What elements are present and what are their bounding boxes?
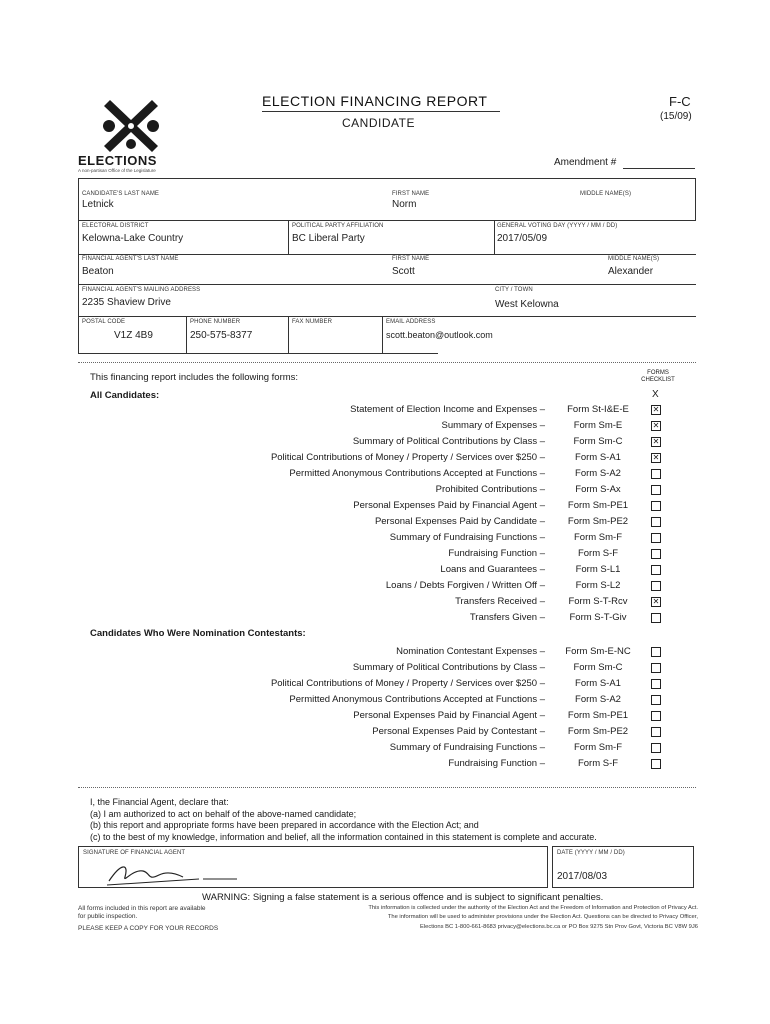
form-description: Personal Expenses Paid by Financial Agent – [353, 500, 545, 511]
form-checkbox[interactable] [651, 663, 661, 673]
form-code: Form Sm-C [573, 436, 623, 447]
form-description: Prohibited Contributions – [435, 484, 545, 495]
form-code: Form S-T-Rcv [568, 596, 628, 607]
footer-right-3: Elections BC 1-800-661-8683 privacy@elections.bc.ca or PO Box 9275 Stn Prov Govt, Victoria BC V8W 9J6 [419, 924, 698, 930]
field-label: GENERAL VOTING DAY (YYYY / MM / DD) [497, 223, 618, 229]
form-description: Summary of Political Contributions by Class – [352, 662, 545, 673]
form-code: Form S-A1 [575, 678, 621, 689]
form-code: Form St-I&E-E [567, 404, 629, 415]
candidate-last-name-field[interactable] [82, 191, 382, 210]
form-checkbox[interactable] [651, 501, 661, 511]
form-code: Form Sm-E-NC [565, 646, 631, 657]
checklist-intro: This financing report includes the following forms: [90, 372, 299, 383]
form-description: Transfers Received – [455, 596, 545, 607]
form-checkbox[interactable] [651, 727, 661, 737]
form-checkbox[interactable]: ✕ [652, 421, 660, 430]
form-checkbox[interactable] [651, 647, 661, 657]
field-label: MIDDLE NAME(S) [580, 191, 632, 197]
declaration-c: (c) to the best of my knowledge, information and belief, all the information contained in this statement is complete and accurate. [90, 832, 597, 842]
form-checkbox[interactable] [651, 485, 661, 495]
amendment-label: Amendment # [554, 157, 617, 168]
field-label: EMAIL ADDRESS [386, 319, 436, 325]
date-label: DATE (YYYY / MM / DD) [557, 850, 625, 856]
org-name: ELECTIONS [78, 153, 157, 168]
postal-code-field[interactable] [82, 319, 182, 341]
form-checkbox[interactable] [651, 695, 661, 705]
field-value: Alexander [608, 266, 654, 277]
form-description: Summary of Fundraising Functions – [389, 532, 545, 543]
footer-left-3: PLEASE KEEP A COPY FOR YOUR RECORDS [78, 925, 219, 932]
grid-bottom-border [78, 353, 438, 354]
form-checkbox[interactable] [651, 549, 661, 559]
field-label: FINANCIAL AGENT'S MAILING ADDRESS [82, 287, 201, 293]
grid-row-line-1 [78, 220, 696, 221]
form-description: Fundraising Function – [448, 548, 545, 559]
date-box[interactable] [552, 846, 694, 888]
grid-row-line-3 [78, 284, 696, 285]
grid-col-phone [186, 316, 187, 354]
form-code: Form Sm-PE2 [567, 726, 629, 737]
candidate-middle-names-field[interactable] [580, 191, 690, 199]
form-version: (15/09) [660, 111, 692, 122]
form-checkbox[interactable] [651, 581, 661, 591]
grid-col-fax [288, 316, 289, 354]
form-code: Form Sm-F [573, 742, 623, 753]
form-checkbox[interactable] [651, 759, 661, 769]
amendment-field[interactable] [623, 157, 695, 169]
form-description: Personal Expenses Paid by Candidate – [374, 516, 545, 527]
all-candidates-heading: All Candidates: [90, 390, 160, 401]
form-code: Form Sm-F [573, 532, 623, 543]
form-description: Nomination Contestant Expenses – [396, 646, 545, 657]
field-label: FINANCIAL AGENT'S LAST NAME [82, 256, 179, 262]
report-subtitle: CANDIDATE [342, 116, 415, 130]
form-description: Personal Expenses Paid by Financial Agent – [353, 710, 545, 721]
form-code: Form Sm-PE2 [567, 516, 629, 527]
form-checkbox[interactable] [651, 533, 661, 543]
form-code: Form S-A2 [575, 694, 621, 705]
title-underline [262, 111, 500, 112]
signature-box[interactable] [78, 846, 548, 888]
checklist-top-rule [78, 362, 696, 363]
form-description: Statement of Election Income and Expenses – [350, 404, 545, 415]
field-label: CANDIDATE'S LAST NAME [82, 191, 160, 197]
form-code: Form S-F [577, 548, 619, 559]
footer-left-2: for public inspection. [78, 913, 138, 920]
city-field[interactable] [495, 287, 693, 310]
form-description: Political Contributions of Money / Property / Services over $250 – [270, 678, 545, 689]
field-value: Norm [392, 199, 417, 210]
field-value: 2017/05/09 [497, 233, 548, 244]
agent-first-name-field[interactable] [392, 256, 542, 277]
grid-row-line-2 [78, 254, 696, 255]
warning-text: WARNING: Signing a false statement is a serious offence and is subject to significant penalties. [202, 892, 604, 903]
email-field[interactable] [386, 319, 566, 340]
field-label: CITY / TOWN [495, 287, 533, 293]
checklist-column-mark: X [652, 389, 659, 400]
electoral-district-field[interactable] [82, 223, 282, 244]
field-label: PHONE NUMBER [190, 319, 241, 325]
form-description: Loans / Debts Forgiven / Written Off – [385, 580, 545, 591]
form-description: Loans and Guarantees – [440, 564, 545, 575]
mailing-address-field[interactable] [82, 287, 382, 308]
form-checkbox[interactable]: ✕ [652, 405, 660, 414]
field-value: scott.beaton@outlook.com [386, 330, 493, 340]
candidate-first-name-field[interactable] [392, 191, 542, 210]
form-code: F-C [669, 94, 691, 109]
form-checkbox[interactable] [651, 613, 661, 623]
form-checkbox[interactable]: ✕ [652, 453, 660, 462]
field-label: FIRST NAME [392, 256, 430, 262]
field-label: FAX NUMBER [292, 319, 333, 325]
form-code: Form Sm-PE1 [567, 710, 629, 721]
grid-top-border [78, 178, 696, 179]
declaration-b: (b) this report and appropriate forms have been prepared in accordance with the Election Act; and [90, 820, 479, 830]
signature-mark [103, 859, 243, 887]
form-description: Summary of Political Contributions by Class – [352, 436, 545, 447]
report-title: ELECTION FINANCING REPORT [262, 93, 488, 109]
form-checkbox[interactable] [651, 565, 661, 575]
form-code: Form S-L1 [575, 564, 621, 575]
declaration-intro: I, the Financial Agent, declare that: [90, 797, 229, 807]
agent-middle-names-field[interactable] [608, 256, 694, 277]
field-value: Letnick [82, 199, 114, 210]
form-code: Form Sm-E [573, 420, 623, 431]
form-checkbox[interactable] [651, 679, 661, 689]
field-label: POSTAL CODE [82, 319, 126, 325]
org-tagline: A non-partisan Office of the Legislature [78, 168, 156, 173]
form-checkbox[interactable] [651, 743, 661, 753]
grid-right-border [695, 178, 696, 220]
form-code: Form S-L2 [575, 580, 621, 591]
field-value: BC Liberal Party [292, 233, 365, 244]
form-checkbox[interactable]: ✕ [652, 437, 660, 446]
form-code: Form S-A1 [575, 452, 621, 463]
form-description: Transfers Given – [469, 612, 545, 623]
footer-right-2: The information will be used to administer provisions under the Election Act. Questions can be directed to Privacy Officer, [387, 914, 698, 920]
political-party-field[interactable] [292, 223, 492, 244]
form-code: Form Sm-C [573, 662, 623, 673]
field-value: Scott [392, 266, 415, 277]
form-description: Permitted Anonymous Contributions Accepted at Functions – [289, 468, 545, 479]
footer-left-1: All forms included in this report are available [78, 905, 206, 912]
field-label: POLITICAL PARTY AFFILIATION [292, 223, 384, 229]
grid-col-email [382, 316, 383, 354]
checklist-header: FORMS CHECKLIST [641, 370, 675, 383]
footer-right-1: This information is collected under the authority of the Election Act and the Freedom of Information and Protection of Privacy Act. [368, 905, 698, 911]
agent-last-name-field[interactable] [82, 256, 382, 277]
form-description: Personal Expenses Paid by Contestant – [372, 726, 545, 737]
general-voting-day-field[interactable] [497, 223, 695, 244]
nomination-heading: Candidates Who Were Nomination Contestants: [90, 628, 306, 639]
form-description: Permitted Anonymous Contributions Accepted at Functions – [289, 694, 545, 705]
grid-col-party [288, 220, 289, 254]
field-value: West Kelowna [495, 299, 559, 310]
form-description: Summary of Expenses – [441, 420, 545, 431]
field-value: Beaton [82, 266, 114, 277]
grid-left-border [78, 178, 79, 354]
signature-label: SIGNATURE OF FINANCIAL AGENT [83, 850, 186, 856]
declaration-a: (a) I am authorized to act on behalf of the above-named candidate; [90, 809, 357, 819]
form-code: Form S-Ax [575, 484, 621, 495]
candidate-info-box [78, 178, 696, 354]
field-value: V1Z 4B9 [114, 330, 153, 341]
field-label: FIRST NAME [392, 191, 430, 197]
fax-field[interactable] [292, 319, 380, 330]
form-code: Form S-F [577, 758, 619, 769]
field-value: 2235 Shaview Drive [82, 297, 171, 308]
declaration-top-rule [78, 787, 696, 788]
form-description: Political Contributions of Money / Property / Services over $250 – [270, 452, 545, 463]
form-code: Form S-A2 [575, 468, 621, 479]
field-value: 250-575-8377 [190, 330, 253, 341]
field-label: MIDDLE NAME(S) [608, 256, 660, 262]
form-checkbox[interactable] [651, 469, 661, 479]
date-value: 2017/08/03 [557, 871, 608, 882]
form-checkbox[interactable] [651, 711, 661, 721]
elections-logo [96, 98, 166, 154]
elections-logo-emblem [96, 98, 166, 154]
form-checkbox[interactable]: ✕ [652, 597, 660, 606]
field-label: ELECTORAL DISTRICT [82, 223, 149, 229]
form-description: Fundraising Function – [448, 758, 545, 769]
form-code: Form Sm-PE1 [567, 500, 629, 511]
field-value: Kelowna-Lake Country [82, 233, 184, 244]
grid-row-line-4 [78, 316, 696, 317]
form-checkbox[interactable] [651, 517, 661, 527]
form-code: Form S-T-Giv [569, 612, 627, 623]
phone-field[interactable] [190, 319, 286, 341]
form-description: Summary of Fundraising Functions – [389, 742, 545, 753]
grid-col-voting-day [494, 220, 495, 254]
